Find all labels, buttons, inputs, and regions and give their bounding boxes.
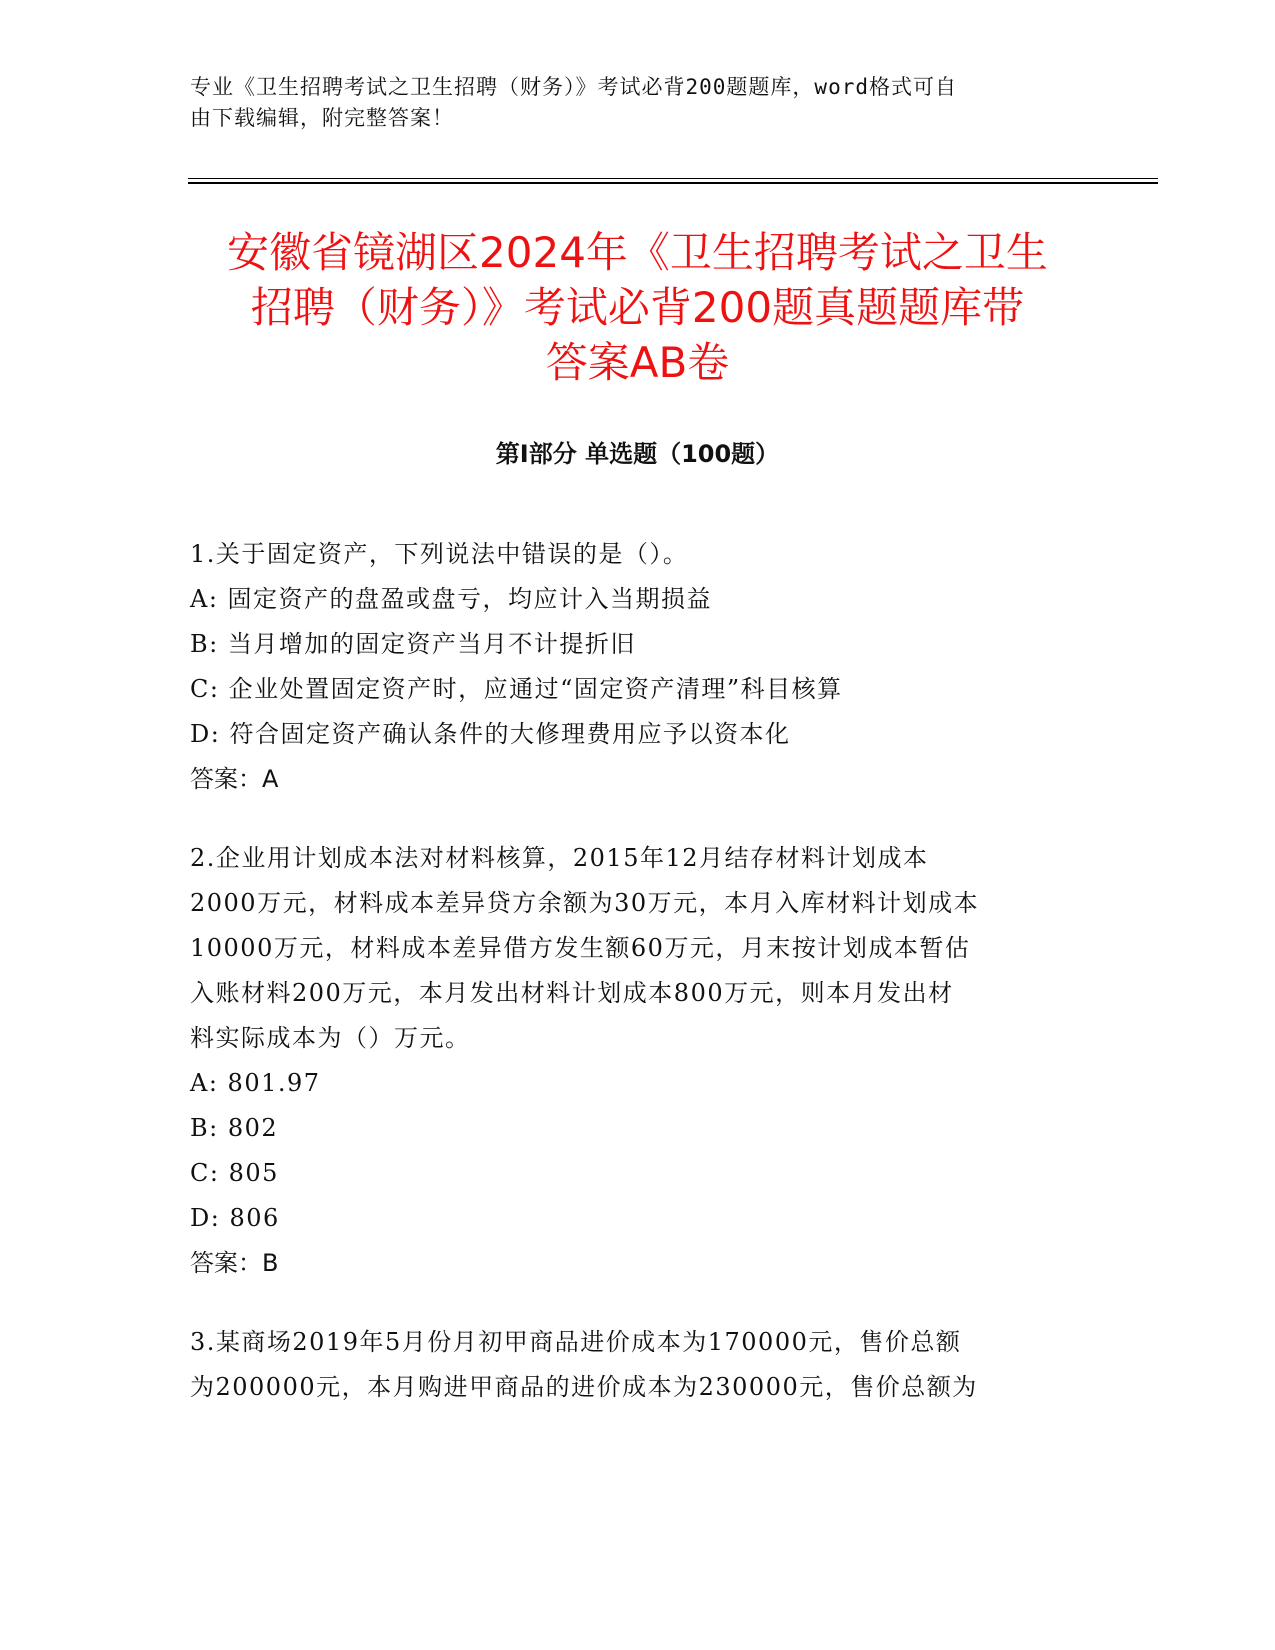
document-title-line: 安徽省镜湖区2024年《卫生招聘考试之卫生 bbox=[227, 228, 1048, 277]
document-title-line: 招聘（财务）》考试必背200题真题题库带 bbox=[250, 283, 1025, 332]
question-stem bbox=[190, 1320, 1090, 1410]
question-list bbox=[190, 532, 1090, 1444]
option-b: B: 802 bbox=[190, 1114, 279, 1142]
question-stem bbox=[190, 836, 1090, 1061]
section-title: 第Ⅰ部分 单选题（100题） bbox=[495, 440, 780, 468]
option-d: D: 符合固定资产确认条件的大修理费用应予以资本化 bbox=[190, 720, 791, 748]
header-divider-thick bbox=[188, 182, 1158, 184]
option-d: D: 806 bbox=[190, 1204, 280, 1232]
question-stem-line: 3.某商场2019年5月份月初甲商品进价成本为170000元，售价总额 bbox=[190, 1328, 962, 1356]
option-c: C: 企业处置固定资产时，应通过“固定资产清理”科目核算 bbox=[190, 675, 843, 703]
question-stem-line: 入账材料200万元，本月发出材料计划成本800万元，则本月发出材 bbox=[190, 979, 954, 1007]
question-stem-line: 2.企业用计划成本法对材料核算，2015年12月结存材料计划成本 bbox=[190, 844, 929, 872]
question-stem-line: 1.关于固定资产，下列说法中错误的是（）。 bbox=[190, 540, 689, 568]
document-title-line: 答案AB卷 bbox=[545, 338, 730, 387]
header-note bbox=[190, 72, 1070, 134]
option-a: A: 固定资产的盘盈或盘亏，均应计入当期损益 bbox=[190, 585, 713, 613]
question-stem-line: 料实际成本为（）万元。 bbox=[190, 1024, 471, 1052]
header-divider-thin bbox=[188, 178, 1158, 179]
header-note-line: 专业《卫生招聘考试之卫生招聘（财务）》考试必背200题题库，word格式可自 bbox=[190, 75, 957, 99]
question-3 bbox=[190, 1320, 1090, 1410]
question-stem-line: 为200000元，本月购进甲商品的进价成本为230000元，售价总额为 bbox=[190, 1373, 978, 1401]
document-title bbox=[170, 225, 1105, 390]
question-stem-line: 10000万元，材料成本差异借方发生额60万元，月末按计划成本暂估 bbox=[190, 934, 971, 962]
question-2 bbox=[190, 836, 1090, 1286]
question-1 bbox=[190, 532, 1090, 802]
question-stem-line: 2000万元，材料成本差异贷方余额为30万元，本月入库材料计划成本 bbox=[190, 889, 980, 917]
option-a: A: 801.97 bbox=[190, 1069, 321, 1097]
answer-line: 答案：B bbox=[190, 1249, 279, 1277]
question-stem bbox=[190, 532, 1090, 577]
answer-line: 答案：A bbox=[190, 765, 279, 793]
header-note-line: 由下载编辑，附完整答案！ bbox=[190, 106, 454, 130]
option-b: B: 当月增加的固定资产当月不计提折旧 bbox=[190, 630, 636, 658]
option-c: C: 805 bbox=[190, 1159, 279, 1187]
